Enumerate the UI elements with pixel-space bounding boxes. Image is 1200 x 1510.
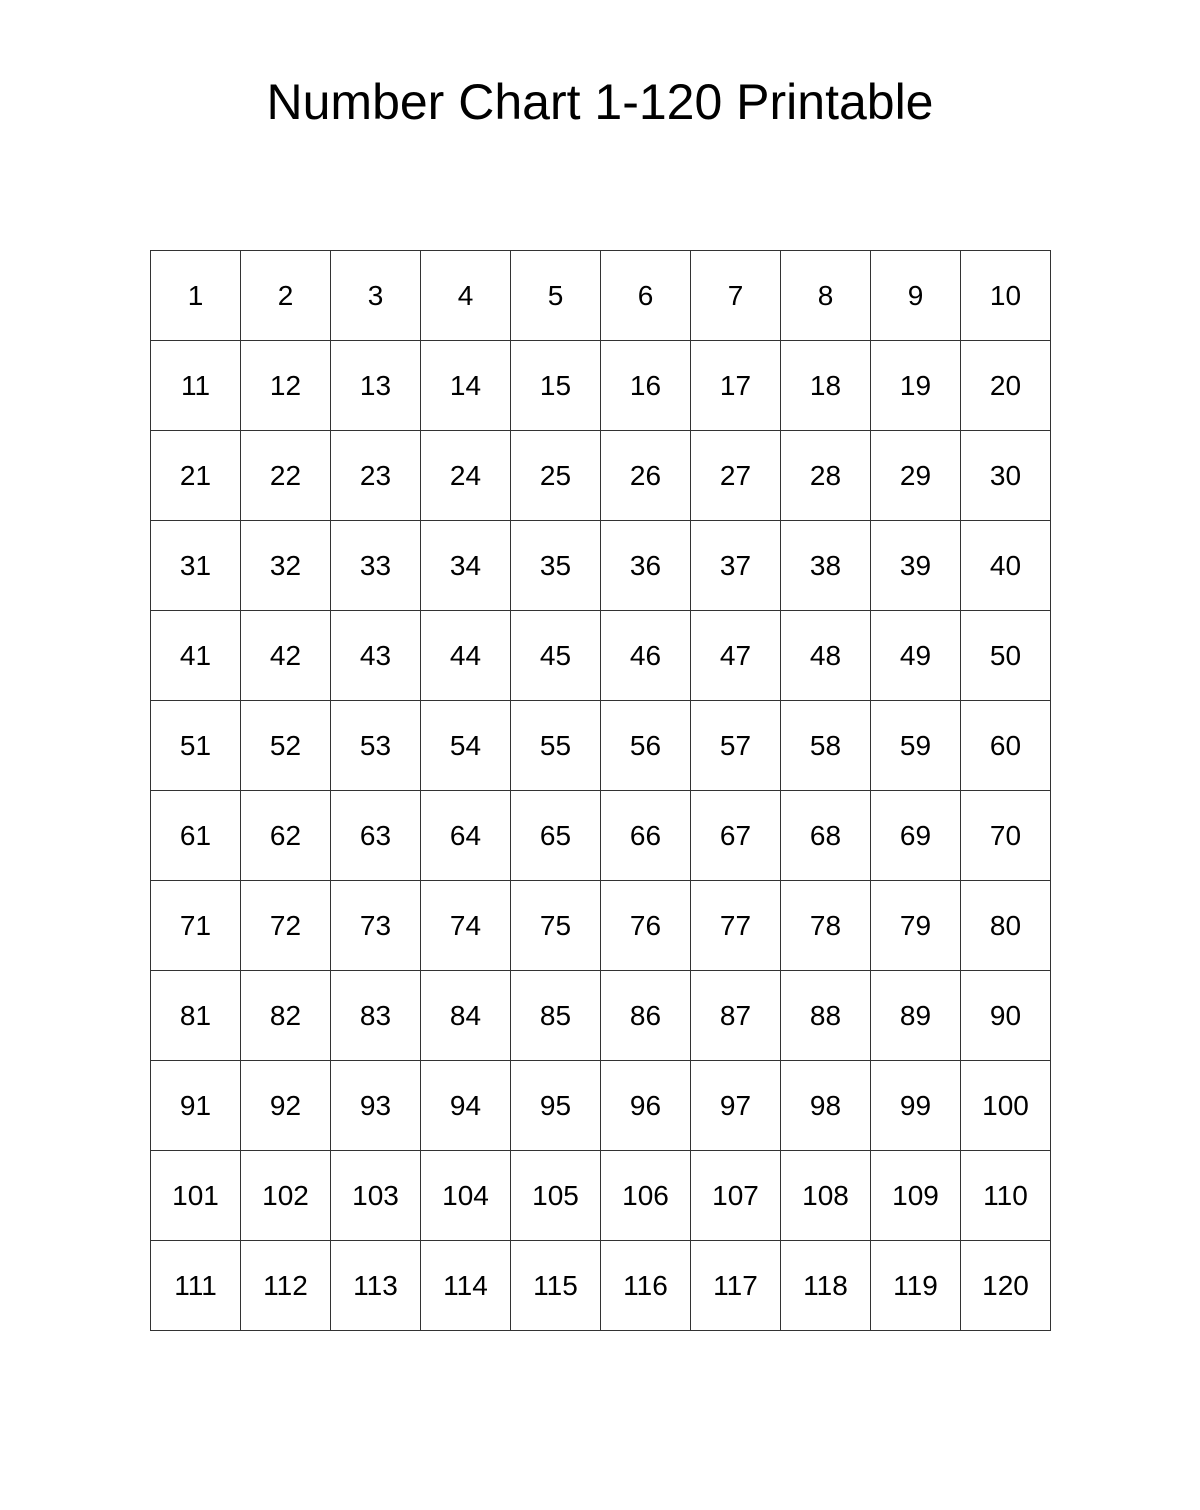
number-cell: 58 [781, 701, 871, 791]
number-cell: 4 [421, 251, 511, 341]
number-cell: 13 [331, 341, 421, 431]
number-cell: 100 [961, 1061, 1051, 1151]
number-cell: 31 [151, 521, 241, 611]
number-cell: 7 [691, 251, 781, 341]
number-cell: 23 [331, 431, 421, 521]
number-cell: 55 [511, 701, 601, 791]
number-cell: 111 [151, 1241, 241, 1331]
number-cell: 29 [871, 431, 961, 521]
number-cell: 105 [511, 1151, 601, 1241]
number-cell: 2 [241, 251, 331, 341]
number-cell: 27 [691, 431, 781, 521]
page-title: Number Chart 1-120 Printable [266, 74, 934, 130]
number-cell: 69 [871, 791, 961, 881]
number-cell: 75 [511, 881, 601, 971]
number-row [151, 971, 1051, 1061]
number-cell: 25 [511, 431, 601, 521]
number-cell: 98 [781, 1061, 871, 1151]
number-row [151, 251, 1051, 341]
number-cell: 43 [331, 611, 421, 701]
number-cell: 67 [691, 791, 781, 881]
number-cell: 42 [241, 611, 331, 701]
number-cell: 118 [781, 1241, 871, 1331]
number-row [151, 431, 1051, 521]
number-cell: 71 [151, 881, 241, 971]
number-cell: 76 [601, 881, 691, 971]
number-cell: 53 [331, 701, 421, 791]
number-cell: 32 [241, 521, 331, 611]
number-cell: 97 [691, 1061, 781, 1151]
number-cell: 65 [511, 791, 601, 881]
number-cell: 34 [421, 521, 511, 611]
number-cell: 94 [421, 1061, 511, 1151]
number-cell: 33 [331, 521, 421, 611]
number-cell: 44 [421, 611, 511, 701]
number-cell: 114 [421, 1241, 511, 1331]
number-cell: 37 [691, 521, 781, 611]
number-cell: 47 [691, 611, 781, 701]
number-cell: 51 [151, 701, 241, 791]
number-cell: 40 [961, 521, 1051, 611]
number-row [151, 1151, 1051, 1241]
number-cell: 119 [871, 1241, 961, 1331]
number-cell: 66 [601, 791, 691, 881]
number-cell: 62 [241, 791, 331, 881]
number-cell: 6 [601, 251, 691, 341]
number-cell: 19 [871, 341, 961, 431]
number-cell: 57 [691, 701, 781, 791]
number-cell: 59 [871, 701, 961, 791]
number-cell: 16 [601, 341, 691, 431]
number-cell: 46 [601, 611, 691, 701]
number-cell: 45 [511, 611, 601, 701]
number-cell: 14 [421, 341, 511, 431]
number-row [151, 521, 1051, 611]
number-cell: 54 [421, 701, 511, 791]
number-cell: 115 [511, 1241, 601, 1331]
number-row [151, 881, 1051, 971]
number-cell: 48 [781, 611, 871, 701]
number-cell: 52 [241, 701, 331, 791]
number-cell: 41 [151, 611, 241, 701]
number-cell: 22 [241, 431, 331, 521]
number-row [151, 1061, 1051, 1151]
number-cell: 90 [961, 971, 1051, 1061]
number-cell: 74 [421, 881, 511, 971]
number-cell: 28 [781, 431, 871, 521]
number-cell: 8 [781, 251, 871, 341]
number-cell: 26 [601, 431, 691, 521]
number-cell: 91 [151, 1061, 241, 1151]
number-cell: 72 [241, 881, 331, 971]
number-cell: 12 [241, 341, 331, 431]
number-cell: 20 [961, 341, 1051, 431]
number-cell: 38 [781, 521, 871, 611]
number-cell: 85 [511, 971, 601, 1061]
number-cell: 104 [421, 1151, 511, 1241]
number-cell: 83 [331, 971, 421, 1061]
number-cell: 117 [691, 1241, 781, 1331]
number-cell: 36 [601, 521, 691, 611]
number-cell: 21 [151, 431, 241, 521]
number-cell: 49 [871, 611, 961, 701]
number-row [151, 611, 1051, 701]
number-cell: 109 [871, 1151, 961, 1241]
number-cell: 50 [961, 611, 1051, 701]
number-cell: 108 [781, 1151, 871, 1241]
number-cell: 30 [961, 431, 1051, 521]
number-cell: 64 [421, 791, 511, 881]
number-chart-table [150, 250, 1051, 1331]
number-cell: 78 [781, 881, 871, 971]
number-cell: 102 [241, 1151, 331, 1241]
number-row [151, 701, 1051, 791]
number-cell: 89 [871, 971, 961, 1061]
number-cell: 24 [421, 431, 511, 521]
number-cell: 88 [781, 971, 871, 1061]
number-cell: 79 [871, 881, 961, 971]
number-cell: 112 [241, 1241, 331, 1331]
number-cell: 80 [961, 881, 1051, 971]
number-cell: 18 [781, 341, 871, 431]
number-cell: 1 [151, 251, 241, 341]
number-cell: 5 [511, 251, 601, 341]
number-cell: 3 [331, 251, 421, 341]
number-row [151, 1241, 1051, 1331]
number-cell: 9 [871, 251, 961, 341]
number-cell: 17 [691, 341, 781, 431]
number-cell: 73 [331, 881, 421, 971]
number-cell: 81 [151, 971, 241, 1061]
number-cell: 61 [151, 791, 241, 881]
number-cell: 116 [601, 1241, 691, 1331]
number-cell: 120 [961, 1241, 1051, 1331]
number-cell: 87 [691, 971, 781, 1061]
number-cell: 11 [151, 341, 241, 431]
number-cell: 68 [781, 791, 871, 881]
number-cell: 113 [331, 1241, 421, 1331]
number-cell: 93 [331, 1061, 421, 1151]
number-cell: 39 [871, 521, 961, 611]
number-cell: 63 [331, 791, 421, 881]
number-row [151, 341, 1051, 431]
number-row [151, 791, 1051, 881]
number-cell: 60 [961, 701, 1051, 791]
number-cell: 92 [241, 1061, 331, 1151]
number-cell: 86 [601, 971, 691, 1061]
number-cell: 35 [511, 521, 601, 611]
number-cell: 99 [871, 1061, 961, 1151]
number-cell: 10 [961, 251, 1051, 341]
number-cell: 107 [691, 1151, 781, 1241]
number-cell: 101 [151, 1151, 241, 1241]
number-cell: 106 [601, 1151, 691, 1241]
number-cell: 95 [511, 1061, 601, 1151]
number-cell: 77 [691, 881, 781, 971]
number-cell: 103 [331, 1151, 421, 1241]
number-cell: 15 [511, 341, 601, 431]
number-cell: 82 [241, 971, 331, 1061]
number-cell: 70 [961, 791, 1051, 881]
number-cell: 84 [421, 971, 511, 1061]
number-chart-body [151, 251, 1051, 1331]
number-cell: 110 [961, 1151, 1051, 1241]
number-cell: 56 [601, 701, 691, 791]
number-cell: 96 [601, 1061, 691, 1151]
